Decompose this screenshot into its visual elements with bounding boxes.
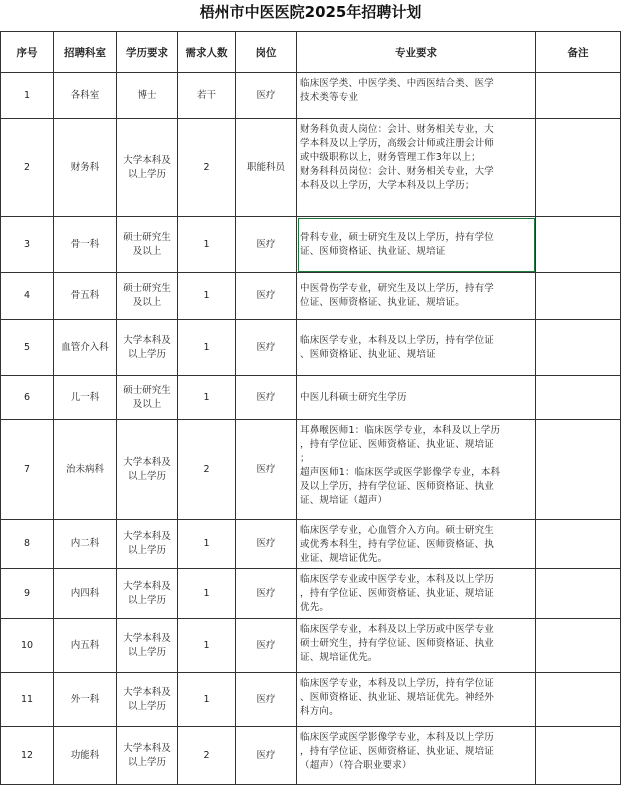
table-row [1,673,621,727]
cell-dept[interactable]: 儿一科 [54,376,117,420]
cell-edu[interactable]: 大学本科及以上学历 [117,569,178,619]
req-line: ，持有学位证、医师资格证、执业证、规培证 [300,439,495,450]
cell-no[interactable]: 9 [1,569,54,619]
cell-post[interactable]: 医疗 [236,320,297,376]
cell-dept[interactable]: 内二科 [54,520,117,569]
cell-edu[interactable]: 博士 [117,73,178,119]
cell-note[interactable] [536,376,621,420]
cell-no[interactable]: 11 [1,673,54,727]
cell-edu[interactable]: 大学本科及以上学历 [117,727,178,785]
cell-edu[interactable]: 大学本科及以上学历 [117,320,178,376]
req-line: 中医儿科硕士研究生学历 [300,391,407,403]
cell-post[interactable]: 医疗 [236,420,297,520]
cell-edu[interactable]: 硕士研究生及以上 [117,273,178,320]
cell-count[interactable]: 1 [178,569,236,619]
header-post: 岗位 [236,32,297,73]
page-title: 梧州市中医医院2025年招聘计划 [199,3,422,21]
table-row [1,320,621,376]
req-line: 优先。 [300,602,330,613]
table-row [1,119,621,217]
recruitment-table [0,31,621,785]
cell-no[interactable]: 3 [1,217,54,273]
req-line: 及以上学历，持有学位证、医师资格证、执业 [300,481,495,492]
req-line: 证、规培证优先。 [300,652,378,663]
cell-no[interactable]: 6 [1,376,54,420]
cell-no[interactable]: 7 [1,420,54,520]
cell-req[interactable] [297,569,536,619]
req-line: ，持有学位证、医师资格证、执业证、规培证 [300,746,495,757]
req-line: 业证、规培证优先。 [300,553,388,564]
cell-post[interactable]: 医疗 [236,520,297,569]
cell-no[interactable]: 1 [1,73,54,119]
cell-dept[interactable]: 功能科 [54,727,117,785]
cell-edu[interactable]: 大学本科及以上学历 [117,119,178,217]
cell-count[interactable]: 1 [178,217,236,273]
cell-no[interactable]: 12 [1,727,54,785]
req-line: 位证、医师资格证、执业证、规培证。 [300,297,465,308]
header-edu: 学历要求 [117,32,178,73]
cell-note[interactable] [536,727,621,785]
table-row [1,619,621,673]
req-line: 、医师资格证、执业证、规培证优先。神经外 [300,692,495,703]
cell-req[interactable] [297,217,536,273]
cell-note[interactable] [536,520,621,569]
req-line: 骨科专业，硕士研究生及以上学历，持有学位 [300,231,495,243]
req-line: 临床医学专业，本科及以上学历，持有学位证 [300,678,495,689]
cell-count[interactable]: 1 [178,376,236,420]
cell-dept[interactable]: 外一科 [54,673,117,727]
cell-count[interactable]: 1 [178,673,236,727]
req-line: 临床医学专业，本科及以上学历或中医学专业 [300,624,495,635]
cell-dept[interactable]: 各科室 [54,73,117,119]
cell-post[interactable]: 医疗 [236,569,297,619]
cell-dept[interactable]: 骨一科 [54,217,117,273]
cell-note[interactable] [536,569,621,619]
req-line: ，持有学位证、医师资格证、执业证、规培证 [300,588,495,599]
table-row [1,376,621,420]
cell-req[interactable] [297,520,536,569]
cell-req[interactable] [297,73,536,119]
req-line: 本科及以上学历，大学本科及以上学历； [300,180,475,191]
cell-dept[interactable]: 财务科 [54,119,117,217]
cell-edu[interactable]: 硕士研究生及以上 [117,217,178,273]
req-line: 财务科科员岗位：会计、财务相关专业，大学 [300,166,495,177]
req-line: 硕士研究生，持有学位证、医师资格证、执业 [300,638,495,649]
req-line: 耳鼻喉医师1：临床医学专业，本科及以上学历 [300,425,501,436]
cell-note[interactable] [536,673,621,727]
cell-req[interactable] [297,727,536,785]
cell-note[interactable] [536,73,621,119]
cell-count[interactable]: 2 [178,727,236,785]
table-row [1,217,621,273]
cell-dept[interactable]: 骨五科 [54,273,117,320]
header-row [1,32,621,73]
cell-post[interactable]: 医疗 [236,673,297,727]
table-row [1,73,621,119]
req-line: 临床医学专业或中医学专业，本科及以上学历 [300,574,495,585]
cell-dept[interactable]: 治未病科 [54,420,117,520]
req-line: 学本科及以上学历，高级会计师或注册会计师 [300,138,495,149]
cell-note[interactable] [536,119,621,217]
header-req: 专业要求 [297,32,536,73]
cell-dept[interactable]: 内四科 [54,569,117,619]
table-row [1,420,621,520]
cell-count[interactable]: 2 [178,420,236,520]
cell-edu[interactable]: 大学本科及以上学历 [117,619,178,673]
req-line: ； [300,453,310,464]
cell-post[interactable]: 医疗 [236,727,297,785]
req-line: 或优秀本科生，持有学位证、医师资格证、执 [300,539,495,550]
header-dept: 招聘科室 [54,32,117,73]
cell-count[interactable]: 2 [178,119,236,217]
table-row [1,273,621,320]
cell-edu[interactable]: 大学本科及以上学历 [117,673,178,727]
cell-edu[interactable]: 大学本科及以上学历 [117,420,178,520]
req-line: 或中级职称以上，财务管理工作3年以上； [300,152,481,163]
table-row [1,569,621,619]
cell-note[interactable] [536,217,621,273]
cell-post[interactable]: 医疗 [236,73,297,119]
cell-count[interactable]: 1 [178,619,236,673]
cell-note[interactable] [536,273,621,320]
header-note: 备注 [536,32,621,73]
cell-note[interactable] [536,619,621,673]
req-line: 、医师资格证、执业证、规培证 [300,348,436,360]
req-line: 临床医学专业，心血管介入方向。硕士研究生 [300,525,495,536]
req-line: 临床医学专业，本科及以上学历，持有学位证 [300,334,495,346]
req-line: 临床医学或医学影像学专业，本科及以上学历 [300,732,495,743]
req-line: 财务科负责人岗位：会计、财务相关专业，大 [300,124,495,135]
cell-no[interactable]: 10 [1,619,54,673]
cell-post[interactable]: 职能科员 [236,119,297,217]
cell-post[interactable]: 医疗 [236,619,297,673]
table-row [1,520,621,569]
cell-req[interactable] [297,619,536,673]
cell-no[interactable]: 2 [1,119,54,217]
cell-no[interactable]: 4 [1,273,54,320]
cell-req[interactable] [297,376,536,420]
cell-no[interactable]: 8 [1,520,54,569]
cell-note[interactable] [536,420,621,520]
req-line: 临床医学类、中医学类、中西医结合类、医学 [300,78,495,89]
header-count: 需求人数 [178,32,236,73]
cell-edu[interactable]: 大学本科及以上学历 [117,520,178,569]
req-line: 中医骨伤学专业，研究生及以上学历，持有学 [300,283,495,294]
cell-req[interactable] [297,320,536,376]
req-line: 证、规培证（超声） [300,495,388,506]
req-line: 超声医师1：临床医学或医学影像学专业，本科 [300,467,501,478]
cell-dept[interactable]: 血管介入科 [54,320,117,376]
cell-post[interactable]: 医疗 [236,376,297,420]
cell-dept[interactable]: 内五科 [54,619,117,673]
header-no: 序号 [1,32,54,73]
table-row [1,727,621,785]
req-line: 技术类等专业 [300,92,359,103]
cell-post[interactable]: 医疗 [236,273,297,320]
cell-req[interactable] [297,119,536,217]
cell-note[interactable] [536,320,621,376]
req-line: 证、医师资格证、执业证、规培证 [300,245,446,257]
cell-post[interactable]: 医疗 [236,217,297,273]
cell-count[interactable]: 1 [178,320,236,376]
cell-edu[interactable]: 硕士研究生及以上 [117,376,178,420]
req-line: （超声）（符合职业要求） [300,760,412,771]
cell-req[interactable] [297,673,536,727]
req-line: 科方向。 [300,706,339,717]
cell-req[interactable] [297,420,536,520]
cell-count[interactable]: 若干 [178,73,236,119]
cell-count[interactable]: 1 [178,273,236,320]
cell-no[interactable]: 5 [1,320,54,376]
cell-req[interactable] [297,273,536,320]
cell-count[interactable]: 1 [178,520,236,569]
